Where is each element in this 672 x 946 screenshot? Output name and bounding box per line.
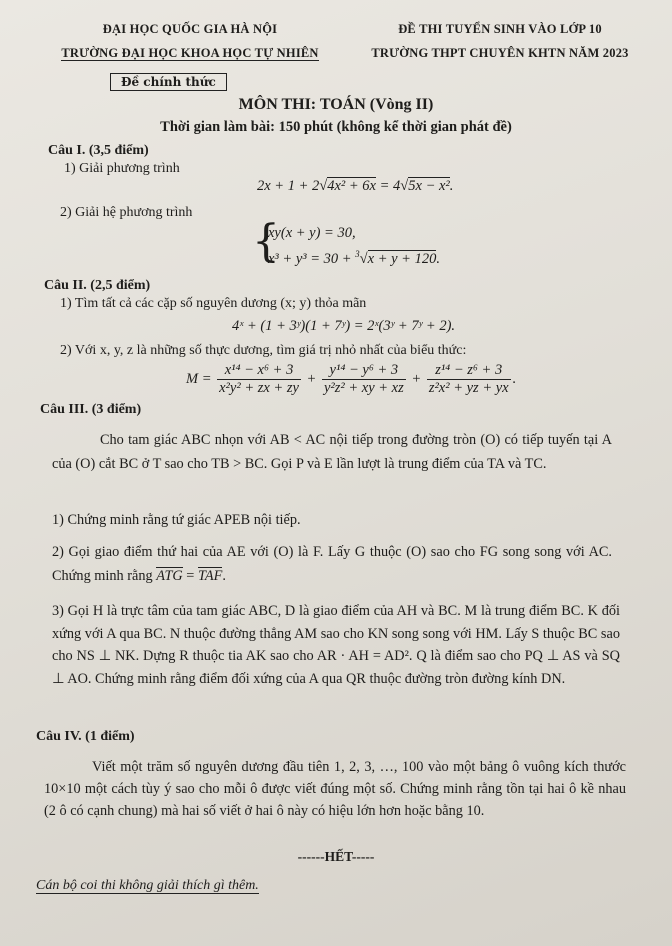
subject-title: MÔN THI: TOÁN (Vòng II) <box>238 96 434 113</box>
header-exam-title: ĐỀ THI TUYỂN SINH VÀO LỚP 10 <box>398 22 602 36</box>
system-line2-end: . <box>436 250 440 267</box>
q3-part3: 3) Gọi H là trực tâm của tam giác ABC, D là giao điểm của AH và BC. M là trung điểm BC. K đối xứng với A qua BC. N thuộc đường thẳng AM sao cho KN song song với HM. Lấy S thuộc BC sao cho NS ⊥ NK. Dựng R thuộc tia AK sao cho AR · AH = AD². Q là điểm sao cho PQ ⊥ AS và SQ ⊥ AO. Chứng minh rằng điểm đối xứng của A qua QR thuộc đường tròn đường kính DN. <box>52 603 620 687</box>
system-line2: x³ + y³ = 30 + $^3$√x + y + 120. <box>268 249 440 267</box>
header-university: ĐẠI HỌC QUỐC GIA HÀ NỘI <box>102 22 278 36</box>
q4-heading: Câu IV. (1 điểm) <box>36 729 135 744</box>
q3-part2-end: . <box>222 568 226 584</box>
proctor-note <box>36 878 259 894</box>
m-prefix: M = <box>186 370 216 387</box>
fraction-2-denominator: y²z² + xy + xz <box>323 380 404 396</box>
fraction-3-numerator: z¹⁴ − z⁶ + 3 <box>427 362 511 380</box>
q1-part1-label: 1) Giải phương trình <box>64 161 180 176</box>
q3-intro: Cho tam giác ABC nhọn với AB < AC nội tiếp trong đường tròn (O) có tiếp tuyến tại A của (O) cắt BC ở T sao cho TB > BC. Gọi P và E lần lượt là trung điểm của TA và TC. <box>52 432 612 472</box>
plus-sign-2: + <box>411 370 422 387</box>
q1-eq-mid: = 4 <box>376 178 401 194</box>
q2-part1-text: 1) Tìm tất cả các cặp số nguyên dương (x; y) thỏa mãn <box>60 296 367 311</box>
proctor-note-text: Cán bộ coi thi không giải thích gì thêm. <box>36 878 259 893</box>
system-line2-left: x³ + y³ = 30 + <box>268 250 356 267</box>
cube-root-index: 3 <box>355 249 360 259</box>
official-exam-box: Đề chính thức <box>110 73 227 91</box>
q1-eq-end: . <box>449 178 454 194</box>
fraction-1 <box>217 362 301 397</box>
expression-m <box>186 362 516 397</box>
fraction-2-numerator: y¹⁴ − y⁶ + 3 <box>322 362 406 380</box>
end-mark: ------HẾT----- <box>297 849 375 864</box>
time-allowed: Thời gian làm bài: 150 phút (không kể thời gian phát đề) <box>160 119 512 135</box>
q2-part2-text: 2) Với x, y, z là những số thực dương, tìm giá trị nhỏ nhất của biểu thức: <box>60 343 467 358</box>
fraction-3 <box>427 362 511 397</box>
q1-eq-rad2: 5x − x² <box>408 178 450 194</box>
system-brace: { <box>252 216 280 267</box>
q1-eq-rad1: 4x² + 6x <box>327 178 376 194</box>
system-line2-radicand: x + y + 120 <box>367 250 437 267</box>
q3-part1: 1) Chứng minh rằng tứ giác APEB nội tiếp. <box>52 512 301 528</box>
q1-eq-left: 2x + 1 + 2 <box>257 178 320 194</box>
q2-part1-equation: 4ˣ + (1 + 3ʸ)(1 + 7ʸ) = 2ˣ(3ʸ + 7ʸ + 2). <box>232 318 456 334</box>
q1-part2-label: 2) Giải hệ phương trình <box>60 205 193 220</box>
q3-part2 <box>52 540 612 588</box>
plus-sign-1: + <box>306 370 317 387</box>
fraction-3-denominator: z²x² + yz + yx <box>428 380 509 396</box>
fraction-1-denominator: x²y² + zx + zy <box>219 380 299 396</box>
arc-taf: TAF <box>197 568 223 584</box>
q4-text: Viết một trăm số nguyên dương đầu tiên 1, 2, 3, …, 100 vào một bảng ô vuông kích thước 10×10 một cách tùy ý sao cho mỗi ô được viết đúng một số. Chứng minh rằng tồn tại hai ô kề nhau (2 ô có cạnh chung) mà hai số viết ở hai ô này có hiệu lớn hơn hoặc bằng 10. <box>44 759 626 819</box>
q3-part2-text: 2) Gọi giao điểm thứ hai của AE với (O) là F. Lấy G thuộc (O) sao cho FG song song với AC. Chứng minh rằng <box>52 544 612 584</box>
fraction-2 <box>322 362 406 397</box>
q3-heading: Câu III. (3 điểm) <box>40 402 142 417</box>
q1-equation: 2x + 1 + 2√4x² + 6x = 4√5x − x². <box>257 178 454 194</box>
arc-equals: = <box>182 568 198 584</box>
fraction-1-numerator: x¹⁴ − x⁶ + 3 <box>217 362 301 380</box>
system-line1: xy(x + y) = 30, <box>268 225 356 241</box>
header-exam-school: TRƯỜNG THPT CHUYÊN KHTN NĂM 2023 <box>371 46 629 60</box>
q1-heading: Câu I. (3,5 điểm) <box>48 143 149 158</box>
header-school <box>44 46 336 61</box>
expression-end: . <box>512 370 517 387</box>
header-school-text: TRƯỜNG ĐẠI HỌC KHOA HỌC TỰ NHIÊN <box>61 46 319 60</box>
arc-atg: ATG <box>156 568 183 584</box>
q2-heading: Câu II. (2,5 điểm) <box>44 278 151 293</box>
